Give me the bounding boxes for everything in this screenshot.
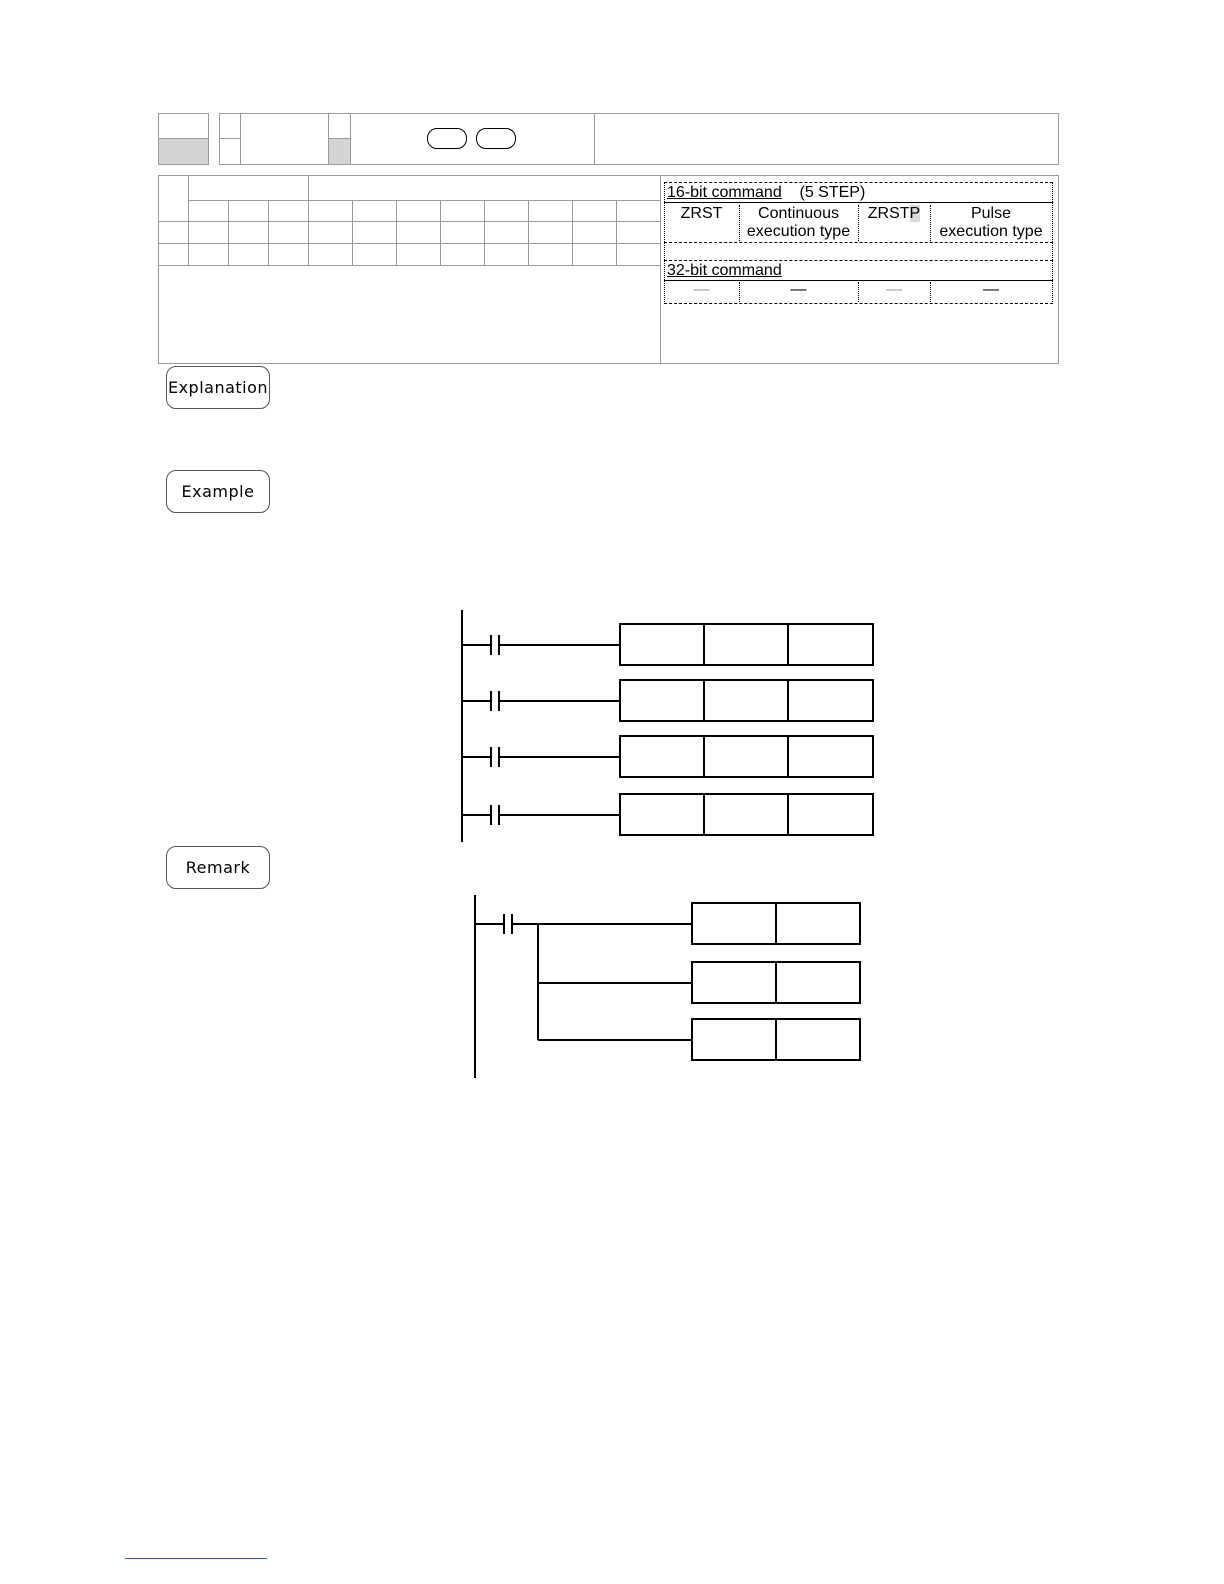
contact	[475, 914, 692, 1040]
remark-ladder-diagram	[460, 890, 870, 1085]
explanation-badge: Explanation	[166, 366, 270, 409]
api-number-shade	[159, 139, 208, 164]
rung-1	[462, 624, 873, 665]
bit32-na-4: —	[983, 281, 999, 298]
flag-shade	[329, 139, 350, 164]
remark-rung-3	[692, 1019, 860, 1060]
operand-pill-2	[476, 128, 516, 149]
bit32-na-2: —	[790, 281, 807, 298]
pulse-suffix: P	[909, 205, 921, 222]
bit16-steps: (5 STEP)	[799, 184, 866, 201]
operand-table-frame	[158, 175, 1059, 364]
rung-4	[462, 794, 873, 835]
pulse-type-label: Pulse execution type	[939, 205, 1043, 240]
footer-link-line[interactable]	[125, 1558, 267, 1559]
bit32-label: 32-bit command	[667, 262, 782, 279]
zrst-command: ZRST	[680, 205, 723, 222]
api-number-divider	[158, 138, 209, 139]
example-ladder-diagram	[440, 600, 890, 850]
bit32-na-1: —	[693, 281, 710, 298]
bit32-na-3: —	[886, 281, 902, 298]
bit32-label-row	[667, 262, 782, 280]
continuous-type-label: Continuous execution type	[746, 205, 851, 240]
operand-pill-1	[427, 128, 467, 149]
bit16-label: 16-bit command	[667, 184, 782, 201]
remark-rung-2	[692, 962, 860, 1003]
rung-3	[462, 736, 873, 777]
rung-2	[462, 680, 873, 721]
example-badge: Example	[166, 470, 270, 513]
zrstp-command: ZRSTP	[867, 205, 921, 222]
bit16-label-row	[667, 184, 865, 202]
remark-badge: Remark	[166, 846, 270, 889]
remark-rung-1	[692, 903, 860, 944]
